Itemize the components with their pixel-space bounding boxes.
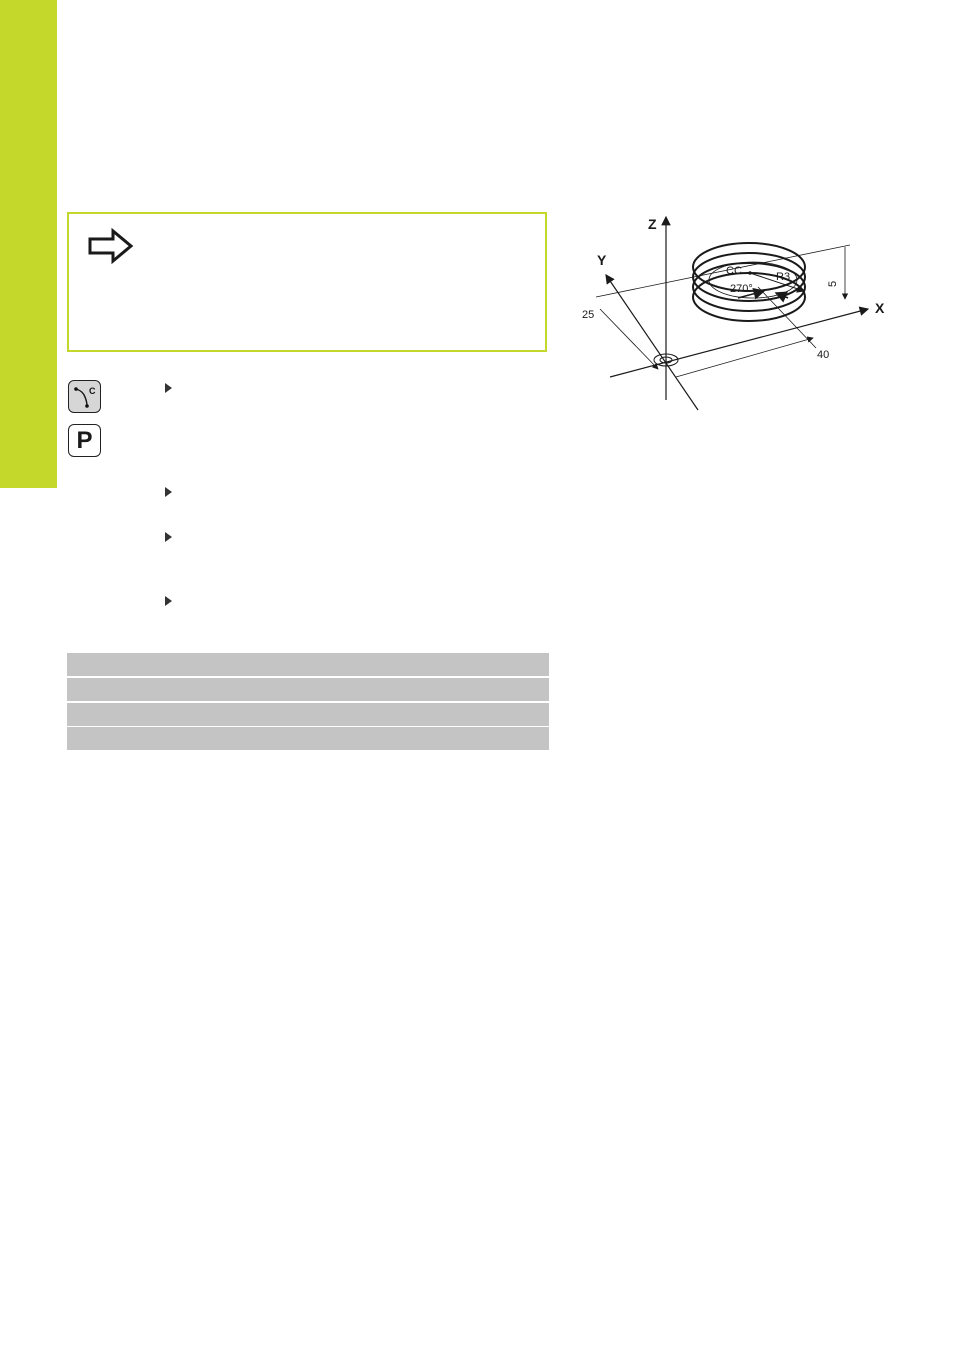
table-row [67,653,549,676]
table-row [67,703,549,726]
circular-path-key[interactable] [68,380,101,413]
y-axis-label: Y [597,252,607,268]
hint-arrow-icon [87,228,135,264]
circular-path-c-icon [69,381,99,411]
polar-key[interactable] [68,424,101,457]
dim-x-label: 40 [817,349,830,361]
bullet-4 [165,596,172,606]
chapter-side-band [0,0,57,488]
polar-key-label: P [76,427,93,454]
bullet-3 [165,532,172,542]
dim-y-label: 25 [582,309,595,321]
x-axis-label: X [875,300,885,316]
helix-figure [578,205,898,415]
circular-path-key-label: C [89,386,96,396]
table-row [67,678,549,701]
y-axis [606,275,698,410]
radius-label: R3 [776,271,791,283]
bullet-2 [165,487,172,497]
table-row [67,727,549,750]
note-box [67,212,547,352]
dim-z-label: 5 [827,280,839,287]
angle-label: 270° [730,283,753,295]
x-axis [610,309,868,377]
z-axis-label: Z [648,216,657,232]
cc-label: CC [726,265,742,277]
bullet-1 [165,383,172,393]
